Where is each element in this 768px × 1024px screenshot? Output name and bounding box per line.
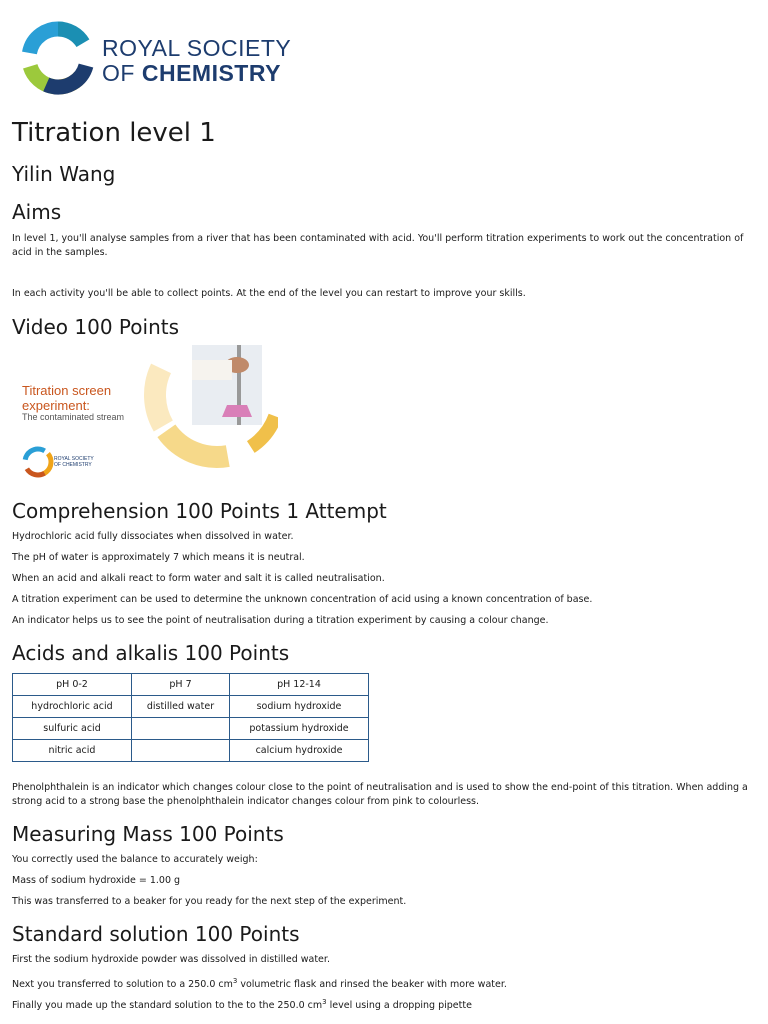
table-row xyxy=(13,696,369,718)
video-title xyxy=(22,383,111,413)
rsc-logo-mark-icon xyxy=(22,18,94,98)
mass-paragraph-3: This was transferred to a beaker for you ready for the next step of the experiment. xyxy=(12,896,407,907)
comprehension-item: The pH of water is approximately 7 which means it is neutral. xyxy=(12,552,305,563)
table-header: pH 12-14 xyxy=(230,674,369,696)
standard-p3-text: Finally you made up the standard solution to the to the 250.0 cm xyxy=(12,1000,323,1012)
standard-paragraph-1: First the sodium hydroxide powder was dissolved in distilled water. xyxy=(12,954,330,965)
video-logo-text xyxy=(54,456,94,468)
comprehension-heading: Comprehension 100 Points 1 Attempt xyxy=(12,499,387,523)
table-cell xyxy=(132,740,230,762)
standard-paragraph-2 xyxy=(12,974,756,992)
acids-heading: Acids and alkalis 100 Points xyxy=(12,641,290,665)
video-title-line-2: experiment: xyxy=(22,398,90,413)
logo-chemistry: CHEMISTRY xyxy=(141,60,281,86)
superscript-3: 3 xyxy=(232,977,238,985)
comprehension-item: An indicator helps us to see the point of neutralisation during a titration experiment by causing a colour change. xyxy=(12,615,549,626)
video-title-line-1: Titration screen xyxy=(22,383,112,398)
superscript-3: 3 xyxy=(322,998,327,1006)
video-logo-line-1: ROYAL SOCIETY xyxy=(54,456,94,462)
rsc-logo xyxy=(22,18,322,98)
table-row xyxy=(13,740,369,762)
aims-paragraph-2: In each activity you'll be able to collect points. At the end of the level you can restart to improve your skills. xyxy=(12,288,526,299)
acids-alkalis-table xyxy=(12,673,369,762)
aims-heading: Aims xyxy=(12,200,62,224)
mass-paragraph-1: You correctly used the balance to accurately weigh: xyxy=(12,854,258,865)
mass-heading: Measuring Mass 100 Points xyxy=(12,822,284,846)
video-heading: Video 100 Points xyxy=(12,315,180,339)
video-logo-line-2: OF CHEMISTRY xyxy=(54,462,92,468)
phenolphthalein-note: Phenolphthalein is an indicator which changes colour close to the point of neutralisation and is used to show the end-point of this titration. When adding a strong acid to a strong base the phenolphthalein indicator changes colour from pink to colourless. xyxy=(12,782,748,807)
table-row xyxy=(13,718,369,740)
table-cell: distilled water xyxy=(132,696,230,718)
table-cell: sodium hydroxide xyxy=(230,696,369,718)
table-header-row xyxy=(13,674,369,696)
comprehension-item: A titration experiment can be used to determine the unknown concentration of acid using a known concentration of base. xyxy=(12,594,593,605)
logo-wordmark xyxy=(102,36,291,86)
standard-p3-text-end: level using a dropping pipette xyxy=(326,1000,472,1012)
comprehension-item: When an acid and alkali react to form water and salt it is called neutralisation. xyxy=(12,573,385,584)
standard-p2-text-end: volumetric flask and rinsed the beaker with more water. xyxy=(237,979,507,991)
video-thumbnail[interactable] xyxy=(12,345,278,487)
comprehension-item: Hydrochloric acid fully dissociates when dissolved in water. xyxy=(12,531,294,542)
logo-line-2 xyxy=(102,60,291,86)
video-subtitle: The contaminated stream xyxy=(22,412,125,422)
aims-paragraph-1: In level 1, you'll analyse samples from a river that has been contaminated with acid. You'll perform titration experiments to work out the concentration of acid in the samples. xyxy=(12,233,744,258)
table-cell xyxy=(132,718,230,740)
author-name: Yilin Wang xyxy=(12,162,116,186)
logo-of: OF xyxy=(102,60,142,86)
table-cell: calcium hydroxide xyxy=(230,740,369,762)
table-cell: potassium hydroxide xyxy=(230,718,369,740)
standard-paragraph-3 xyxy=(12,995,756,1013)
logo-line-1: ROYAL SOCIETY xyxy=(102,35,292,61)
standard-heading: Standard solution 100 Points xyxy=(12,922,300,946)
standard-p2-text: Next you transferred to solution to a 250.0 cm xyxy=(12,979,233,991)
table-cell: sulfuric acid xyxy=(13,718,132,740)
table-cell: hydrochloric acid xyxy=(13,696,132,718)
table-cell: nitric acid xyxy=(13,740,132,762)
mass-paragraph-2: Mass of sodium hydroxide = 1.00 g xyxy=(12,875,181,886)
table-header: pH 0-2 xyxy=(13,674,132,696)
table-header: pH 7 xyxy=(132,674,230,696)
page-title: Titration level 1 xyxy=(12,118,216,148)
